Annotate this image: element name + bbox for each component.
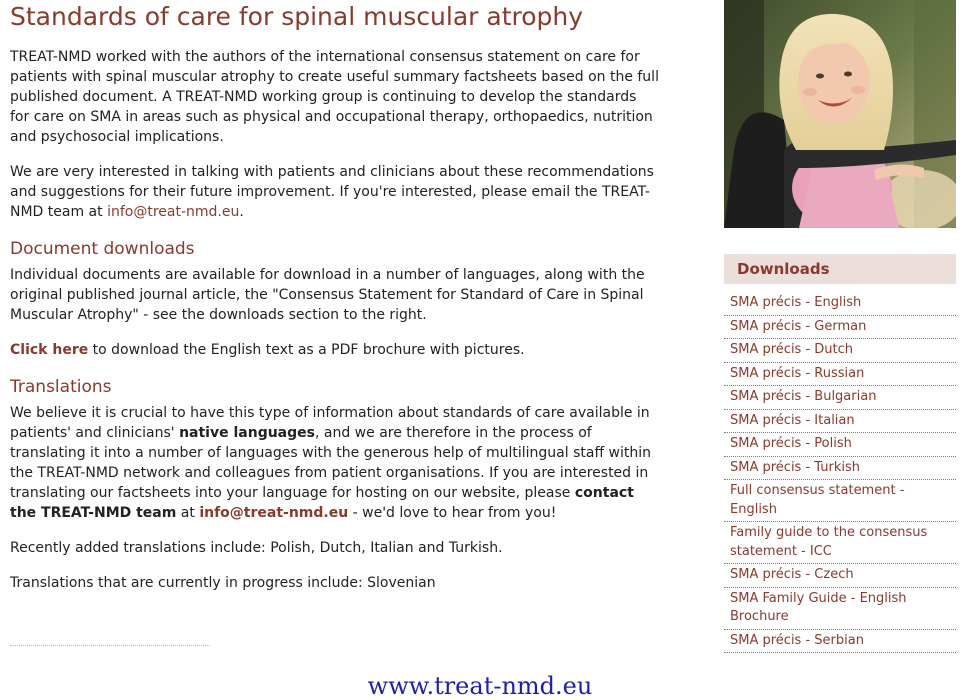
download-link[interactable]: SMA précis - English	[730, 295, 862, 310]
native-languages-text: native languages	[179, 425, 315, 441]
progress-translations: Translations that are currently in progress include: Slovenian	[10, 575, 436, 591]
download-link[interactable]: SMA précis - Bulgarian	[730, 389, 877, 404]
download-item	[724, 292, 956, 316]
brochure-paragraph	[10, 340, 660, 360]
download-link[interactable]: SMA Family Guide - English Brochure	[730, 590, 907, 624]
download-link[interactable]: SMA précis - Polish	[730, 436, 852, 451]
email-link[interactable]: info@treat-nmd.eu	[107, 204, 240, 220]
download-link[interactable]: Family guide to the consensus statement - ICC	[730, 525, 928, 559]
downloads-list	[724, 292, 956, 653]
download-item	[724, 363, 956, 387]
document-downloads-paragraph: Individual documents are available for download in a number of languages, along with the original published journal article, the "Consensus Statement for Standard of Care in Spinal Muscular Atrophy" - see the downloads section to the right.	[10, 267, 645, 323]
download-item	[724, 433, 956, 457]
download-item	[724, 386, 956, 410]
contact-end: .	[239, 204, 244, 220]
download-link[interactable]: SMA précis - Russian	[730, 365, 865, 381]
brochure-text: to download the English text as a PDF brochure with pictures.	[88, 342, 525, 358]
translations-text-1: We believe it is crucial to have this type of information about standards of care available in patients' and clinicians'	[10, 405, 650, 441]
document-downloads-heading: Document downloads	[10, 239, 195, 259]
download-item	[724, 457, 956, 481]
download-item	[724, 480, 956, 522]
translations-text-2: , and we are therefore in the process of translating it into a number of languages with the generous help of multilingual staff within the TREAT-NMD network and colleagues from patient organisations. If you are interested in translating our factsheets into your language for hosting on our website, please	[10, 425, 652, 501]
child-photo	[724, 0, 956, 228]
download-item	[724, 316, 956, 340]
downloads-heading: Downloads	[724, 254, 956, 284]
click-here-link[interactable]: Click here	[10, 342, 89, 358]
translations-heading: Translations	[10, 377, 112, 397]
download-item	[724, 630, 956, 654]
download-link[interactable]: SMA précis - Serbian	[730, 632, 864, 648]
download-item	[724, 588, 956, 630]
download-item	[724, 339, 956, 363]
download-link[interactable]: SMA précis - Italian	[730, 412, 855, 428]
main-content	[10, 0, 660, 593]
page-title: Standards of care for spinal muscular atrophy	[10, 2, 584, 31]
translations-text-4: - we'd love to hear from you!	[348, 505, 557, 521]
intro-paragraph: TREAT-NMD worked with the authors of the international consensus statement on care for patients with spinal muscular atrophy to create useful summary factsheets based on the full published document. A TREAT-NMD working group is continuing to develop the standards for care on SMA in areas such as physical and occupational therapy, orthopaedics, nutrition and psychosocial implications.	[10, 49, 659, 145]
cut-off-divider	[10, 645, 210, 650]
download-link[interactable]: SMA précis - German	[730, 318, 867, 334]
contact-paragraph	[10, 162, 660, 222]
translations-text-3: at	[176, 505, 200, 521]
downloads-sidebar	[724, 254, 956, 653]
recent-translations: Recently added translations include: Polish, Dutch, Italian and Turkish.	[10, 540, 503, 556]
download-link[interactable]: SMA précis - Dutch	[730, 342, 854, 357]
contact-text: We are very interested in talking with patients and clinicians about these recommendations and suggestions for their future improvement. If you're interested, please email the TREAT-NMD team at	[10, 164, 654, 220]
contact-team-link[interactable]: contact the TREAT-NMD team	[10, 485, 634, 521]
download-link[interactable]: Full consensus statement - English	[730, 483, 905, 517]
footer-url: www.treat-nmd.eu	[367, 672, 593, 700]
download-link[interactable]: SMA précis - Turkish	[730, 459, 860, 475]
translations-paragraph	[10, 403, 660, 523]
download-item	[724, 522, 956, 564]
translations-email-link[interactable]: info@treat-nmd.eu	[199, 505, 349, 521]
download-item	[724, 410, 956, 434]
download-link[interactable]: SMA précis - Czech	[730, 567, 854, 582]
download-item	[724, 564, 956, 588]
